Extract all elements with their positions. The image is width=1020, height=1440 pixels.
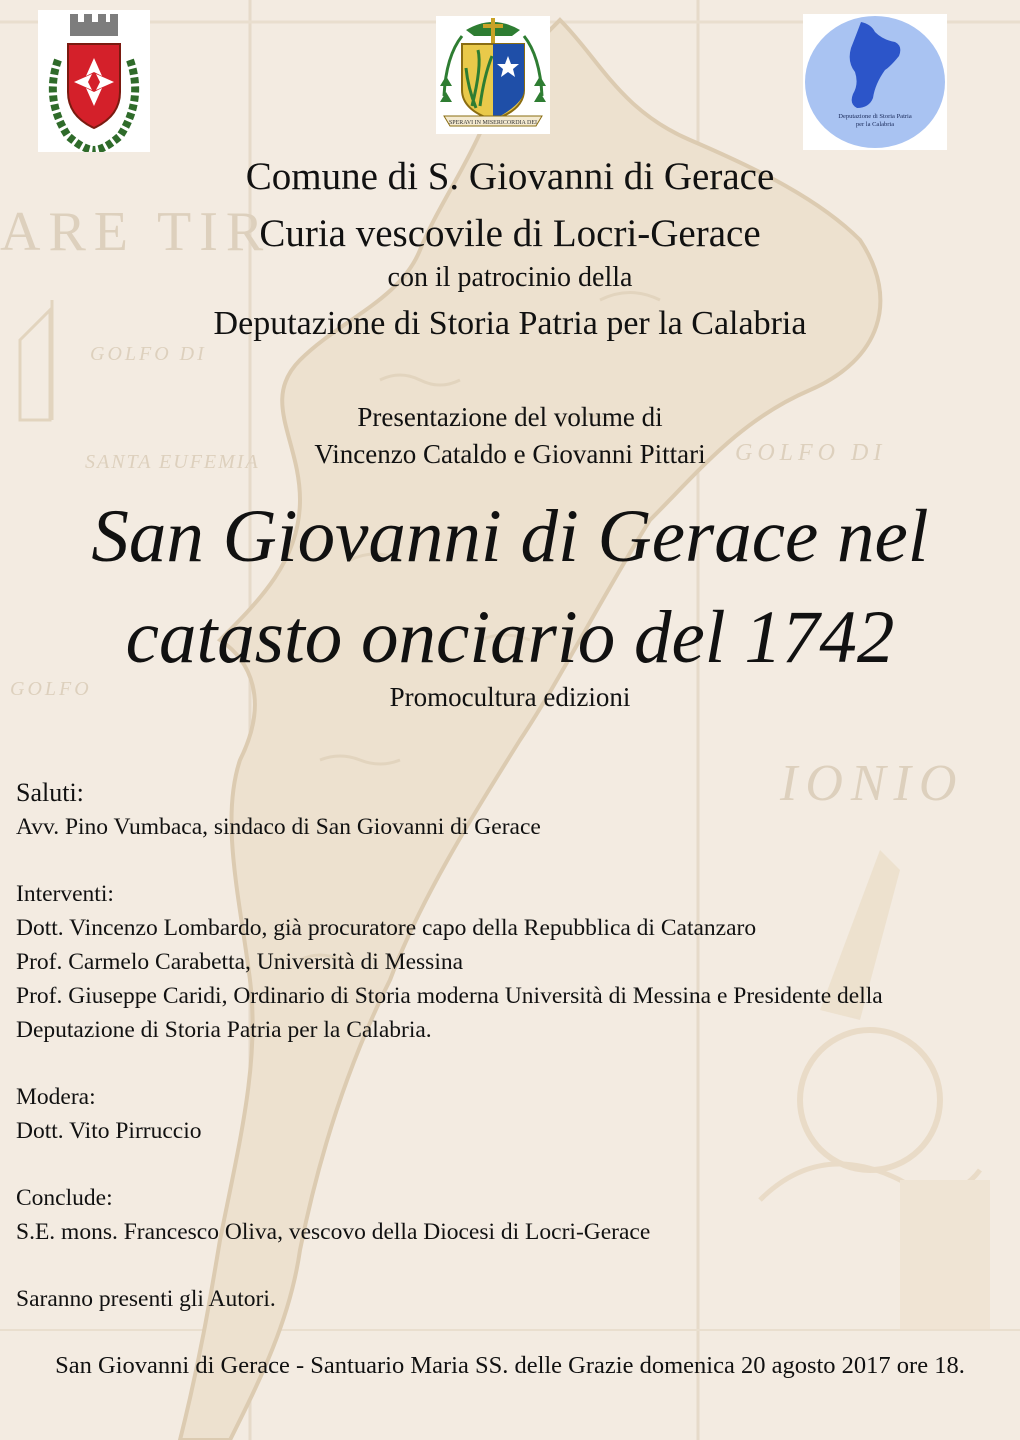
patrocinio-line: con il patrocinio della	[387, 262, 633, 293]
bishop-motto: SPERAVI IN MISERICORDIA DEI	[448, 120, 538, 126]
conclude-label: Conclude:	[16, 1185, 113, 1211]
calabria-map-icon	[803, 14, 947, 150]
map-label: GOLFO DI	[90, 343, 207, 365]
deputazione-logo-line2: per la Calabria	[855, 121, 895, 128]
saluti-label: Saluti:	[16, 778, 84, 807]
publisher-line: Promocultura edizioni	[389, 682, 631, 712]
book-title-line-2: catasto onciario del 1742	[125, 596, 895, 679]
comune-heading: Comune di S. Giovanni di Gerace	[245, 155, 775, 198]
intervento-item: Prof. Giuseppe Caridi, Ordinario di Storia moderna Università di Messina e Presidente della	[16, 983, 883, 1009]
intervento-item: Deputazione di Storia Patria per la Calabria.	[16, 1017, 432, 1043]
moderator: Dott. Vito Pirruccio	[16, 1118, 202, 1144]
deputazione-logo-line1: Deputazione di Storia Patria	[838, 113, 912, 120]
authors-line: Vincenzo Cataldo e Giovanni Pittari	[314, 439, 706, 469]
map-label: SANTA EUFEMIA	[85, 451, 260, 473]
program	[16, 776, 1006, 1316]
map-label: GOLFO DI	[735, 440, 887, 466]
curia-heading: Curia vescovile di Locri-Gerace	[259, 212, 761, 255]
authors-present-note: Saranno presenti gli Autori.	[16, 1286, 276, 1312]
bishop-coat-of-arms-logo	[436, 16, 550, 134]
intervento-item: Dott. Vincenzo Lombardo, già procuratore capo della Repubblica di Catanzaro	[16, 915, 757, 941]
modera-label: Modera:	[16, 1084, 96, 1110]
deputazione-logo	[803, 14, 947, 150]
deputazione-heading: Deputazione di Storia Patria per la Calabria	[213, 305, 807, 342]
presentation-intro: Presentazione del volume di	[357, 402, 663, 432]
map-label: GOLFO	[10, 678, 92, 700]
maltese-cross-crest-icon	[38, 10, 150, 152]
intervento-item: Prof. Carmelo Carabetta, Università di Messina	[16, 949, 464, 975]
conclusion-speaker: S.E. mons. Francesco Oliva, vescovo della Diocesi di Locri-Gerace	[16, 1219, 651, 1245]
event-details-footer: San Giovanni di Gerace - Santuario Maria SS. delle Grazie domenica 20 agosto 2017 ore 18.	[55, 1352, 965, 1379]
book-title-line-1: San Giovanni di Gerace nel	[91, 495, 929, 578]
map-label: ARE TIR	[0, 201, 272, 263]
map-label: IONIO	[780, 755, 965, 812]
interventi-label: Interventi:	[16, 881, 114, 907]
saluti-speaker: Avv. Pino Vumbaca, sindaco di San Giovanni di Gerace	[16, 814, 541, 840]
episcopal-coat-of-arms-icon	[436, 16, 550, 134]
comune-crest-logo	[38, 10, 150, 152]
